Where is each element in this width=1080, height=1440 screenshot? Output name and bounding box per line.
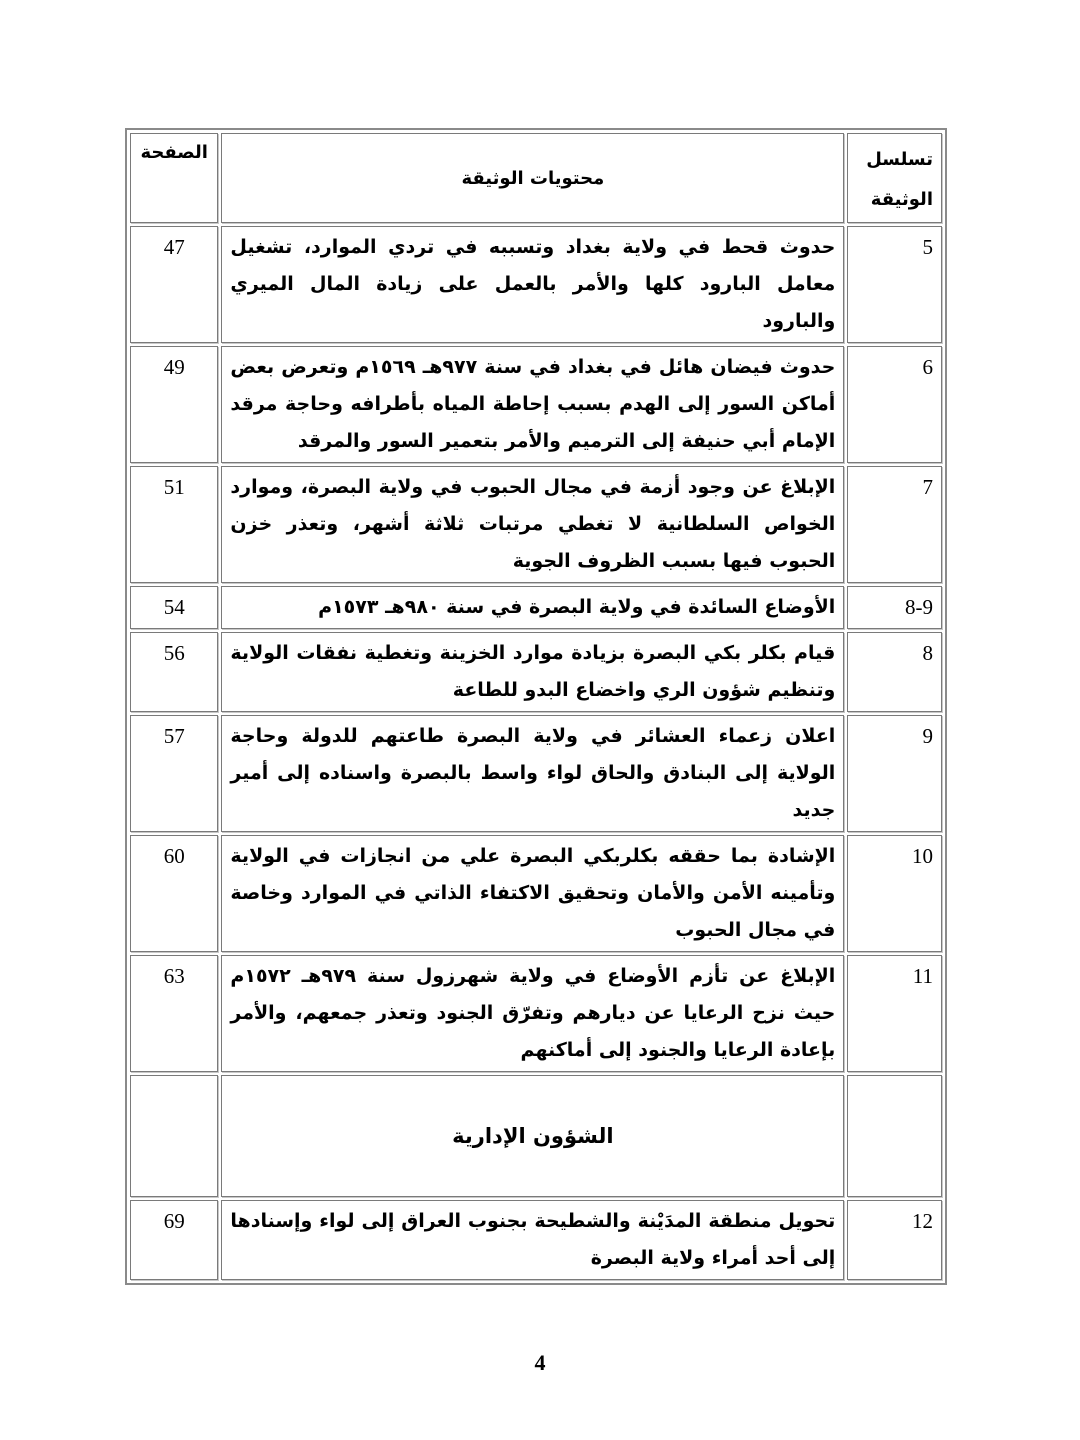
- row-seq: 10: [847, 835, 942, 952]
- table-row: [130, 955, 942, 1072]
- row-page: 63: [130, 955, 218, 1072]
- row-content: حدوث فيضان هائل في بغداد في سنة ٩٧٧هـ ١٥٦٩م وتعرض بعض أماكن السور إلى الهدم بسبب إحاطة المياه بأطرافه وحاجة مرقد الإمام أبي حنيفة إلى الترميم والأمر بتعمير السور والمرقد: [221, 346, 844, 463]
- row-content: تحويل منطقة المدَيْنة والشطيحة بجنوب العراق إلى لواء وإسنادها إلى أحد أمراء ولاية البصرة: [221, 1200, 844, 1280]
- table-row: [130, 1200, 942, 1280]
- page-number: 4: [534, 1350, 546, 1375]
- table-row: [130, 715, 942, 832]
- row-seq: 6: [847, 346, 942, 463]
- section-empty-seq: [847, 1075, 942, 1197]
- row-seq: 8-9: [847, 586, 942, 629]
- table-row: [130, 586, 942, 629]
- section-title: الشؤون الإدارية: [221, 1075, 844, 1197]
- row-content: الإبلاغ عن وجود أزمة في مجال الحبوب في ولاية البصرة، وموارد الخواص السلطانية لا تغطي مرتبات ثلاثة أشهر، وتعذر خزن الحبوب فيها بسبب الظروف الجوية: [221, 466, 844, 583]
- row-page: 54: [130, 586, 218, 629]
- row-seq: 8: [847, 632, 942, 712]
- row-content: الإبلاغ عن تأزم الأوضاع في ولاية شهرزول سنة ٩٧٩هـ ١٥٧٢م حيث نزح الرعايا عن ديارهم وتفرّق الجنود وتعذر جمعهم، والأمر بإعادة الرعايا والجنود إلى أماكنهم: [221, 955, 844, 1072]
- table-row: [130, 466, 942, 583]
- row-page: 69: [130, 1200, 218, 1280]
- section-empty-page: [130, 1075, 218, 1197]
- row-seq: 5: [847, 226, 942, 343]
- row-page: 49: [130, 346, 218, 463]
- table-body: [130, 226, 942, 1280]
- header-seq: تسلسل الوثيقة: [847, 133, 942, 223]
- row-page: 56: [130, 632, 218, 712]
- table-row: [130, 632, 942, 712]
- header-page: الصفحة: [130, 133, 218, 223]
- header-row: [130, 133, 942, 223]
- row-page: 57: [130, 715, 218, 832]
- row-seq: 11: [847, 955, 942, 1072]
- toc-table: [125, 128, 947, 1285]
- row-page: 47: [130, 226, 218, 343]
- row-content: الأوضاع السائدة في ولاية البصرة في سنة ٩٨٠هـ ١٥٧٣م: [221, 586, 844, 629]
- header-content: محتويات الوثيقة: [221, 133, 844, 223]
- table-row: [130, 835, 942, 952]
- row-page: 51: [130, 466, 218, 583]
- row-content: اعلان زعماء العشائر في ولاية البصرة طاعتهم للدولة وحاجة الولاية إلى البنادق والحاق لواء واسط بالبصرة واسناده إلى أمير جديد: [221, 715, 844, 832]
- row-content: قيام بكلر بكي البصرة بزيادة موارد الخزينة وتغطية نفقات الولاية وتنظيم شؤون الري واخضاع البدو للطاعة: [221, 632, 844, 712]
- table-row: [130, 226, 942, 343]
- table-row: [130, 346, 942, 463]
- row-seq: 12: [847, 1200, 942, 1280]
- row-seq: 9: [847, 715, 942, 832]
- row-seq: 7: [847, 466, 942, 583]
- row-content: الإشادة بما حققه بكلربكي البصرة علي من انجازات في الولاية وتأمينه الأمن والأمان وتحقيق الاكتفاء الذاتي في الموارد وخاصة في مجال الحبوب: [221, 835, 844, 952]
- row-page: 60: [130, 835, 218, 952]
- row-content: حدوث قحط في ولاية بغداد وتسببه في تردي الموارد، تشغيل معامل البارود كلها والأمر بالعمل على زيادة المال الميري والبارود: [221, 226, 844, 343]
- section-row: [130, 1075, 942, 1197]
